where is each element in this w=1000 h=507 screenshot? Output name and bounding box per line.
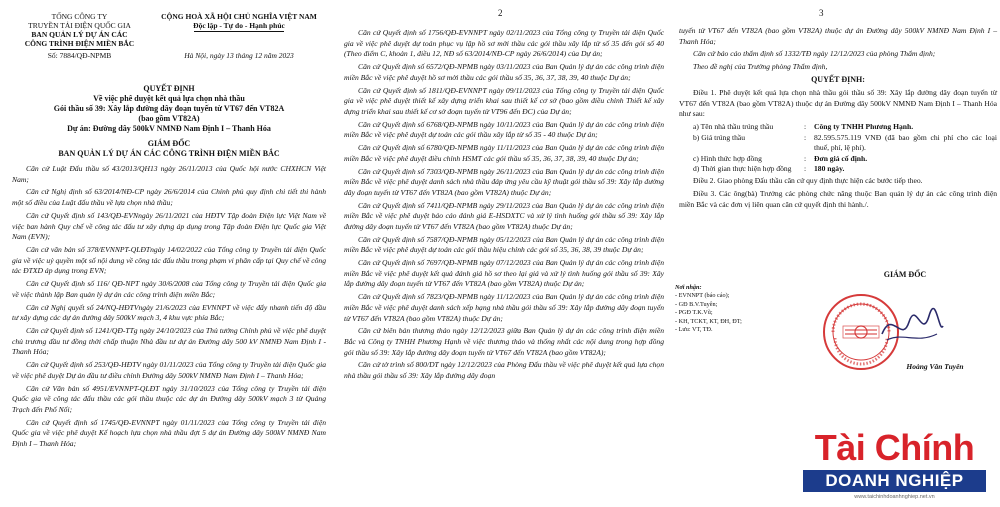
motto: Độc lập - Tự do - Hạnh phúc: [193, 21, 285, 30]
country-name: CỘNG HOÀ XÃ HỘI CHỦ NGHĨA VIỆT NAM: [161, 12, 317, 21]
legal-basis: Căn cứ Quyết định số 1241/QĐ-TTg ngày 24/10/2023 của Thủ tướng Chính phủ về việc phê duyệt chủ trương đầu tư đồng thời chấp thuận Nhà đầu tư dự án Đường dây 500 kV NMNĐ Nam Định I - Thanh Hóa;: [12, 326, 326, 357]
signature-scribble-icon: [877, 304, 947, 350]
legal-basis: Căn cứ Quyết định số 7411/QĐ-NPMB ngày 29/11/2023 của Ban Quản lý dự án các công trình điện miền Bắc về việc phê duyệt báo cáo đánh giá E-HSDXTC và xử lý tình huống gói thầu số 39: Xây lắp đường dây đoạn tuyến từ VT67 đến VT82A (bao gồm VT82A) thuộc Dự án;: [344, 200, 664, 231]
legal-basis: Căn cứ Quyết định số 6572/QĐ-NPMB ngày 03/11/2023 của Ban Quản lý dự án các công trình điện miền Bắc về việc phê duyệt hồ sơ mời thầu các gói thầu số 35, 36, 37, 38, 39, 40 thuộc Dự án;: [344, 62, 664, 82]
award-value: Công ty TNHH Phương Hạnh.: [814, 122, 914, 132]
award-value: 180 ngày.: [814, 163, 845, 173]
legal-basis: Căn cứ Quyết định số 7697/QĐ-NPMB ngày 07/12/2023 của Ban Quản lý dự án các công trình điện miền Bắc về việc phê duyệt kết quả đánh giá hồ sơ theo lại giá và xử lý tình huống gói thầu số 39: Xây lắp đường dây đoạn tuyến từ VT67 đến VT82A (bao gồm VT82A) thuộc Dự án;: [344, 258, 664, 289]
signature-block: [815, 270, 995, 380]
legal-basis: Căn cứ Quyết định số 1811/QĐ-EVNNPT ngày 09/11/2023 của Tổng công ty Truyền tải điện Quốc gia về việc phê duyệt thiết kế xây dựng triển khai sau thiết kế cơ sở (bao gồm điều chỉnh Thiết kế xây dựng triển khai sau thiết kế cơ sở đoạn tuyến từ VT96 đến ĐC) của Dự án;: [344, 85, 664, 116]
award-row: a) Tên nhà thầu trúng thầu : Công ty TNHH Phương Hạnh.: [679, 122, 997, 132]
decision-type: QUYẾT ĐỊNH: [143, 84, 195, 93]
recipient-item: - GĐ B.V.Tuyên;: [675, 300, 718, 308]
recipient-item: - PGĐ T.K.Vũ;: [675, 309, 713, 317]
legal-basis: Căn cứ Quyết định số 253/QĐ-HĐTV ngày 01/11/2023 của Tổng công ty Truyền tải điện Quốc gia về việc phê duyệt Dự án đầu tư điều chỉnh Đường dây 500kV NMNĐ Nam Định I – Thanh Hóa;: [12, 360, 326, 380]
recipient-item: - EVNNPT (báo cáo);: [675, 292, 730, 300]
page-1: [0, 0, 330, 507]
document-header: [0, 10, 330, 70]
legal-basis: Căn cứ tờ trình số 800/DT ngày 12/12/2023 của Phòng Đấu thầu về việc phê duyệt kết quả lựa chọn nhà thầu gói thầu số 39: Xây lắp đường dây đoạn: [344, 360, 664, 381]
award-key: b) Giá trúng thầu: [693, 132, 746, 142]
org-line: TỔNG CÔNG TY: [51, 12, 108, 21]
continued-text: tuyến từ VT67 đến VT82A (bao gồm VT82A) thuộc dự án Đường dây 500kV NMNĐ Nam Định I – Thanh Hóa;: [679, 26, 997, 46]
authority-title: GIÁM ĐỐC: [147, 139, 191, 148]
legal-basis: Căn cứ Nghị quyết số 24/NQ-HĐTVngày 21/6/2023 của EVNNPT về việc đẩy nhanh tiến độ đầu tư xây dựng các dự án đường dây 500kV mạch 3, 4 khu vực phía Bắc;: [12, 302, 326, 323]
legal-basis: Căn cứ Quyết định số 1745/QĐ-EVNNPT ngày 01/11/2023 của Tổng công ty Truyền tải điện Quốc gia về việc phê duyệt Kế hoạch lựa chọn nhà thầu đợt 5 dự án Đường dây 500kV NMNĐ Nam Định I – Thanh Hóa;: [12, 417, 326, 448]
motto-underline: [194, 31, 284, 32]
recipients-list: [675, 284, 805, 334]
org-underline: [50, 49, 110, 50]
legal-basis: Căn cứ Văn bản số 4951/EVNNPT-QLĐT ngày 31/10/2023 của Tổng công ty Truyền tải điện Quốc gia về công tác đấu thầu các gói thầu thuộc các dự án Đường dây 500kV mạch 3 từ Quảng Trạch đến Phố Nối;: [12, 383, 326, 414]
page-number: 3: [819, 8, 824, 18]
org-line: TRUYỀN TẢI ĐIỆN QUỐC GIA: [28, 21, 131, 30]
banner-url[interactable]: www.taichinhdoanhnghiep.net.vn: [854, 494, 935, 500]
page-number: 2: [498, 8, 503, 18]
signer-name: Hoàng Văn Tuyên: [906, 362, 964, 371]
legal-basis: Căn cứ Quyết định số 7587/QĐ-NPMB ngày 05/12/2023 của Ban Quản lý dự án các công trình điện miền Bắc về việc phê duyệt dự toán các gói thầu hiệu chỉnh các gói số 35, 36, 38, 39 thuộc Dự án;: [344, 234, 664, 255]
page-3: [675, 0, 1000, 507]
org-line: BAN QUẢN LÝ DỰ ÁN CÁC: [31, 30, 128, 39]
legal-basis: Căn cứ Quyết định số 7823/QĐ-NPMB ngày 11/12/2023 của Ban Quản lý dự án các công trình điện miền Bắc về việc phê duyệt danh sách xếp hạng nhà thầu gói thầu số 39: Xây lắp đường dây đoạn tuyến từ VT67 đến VT82A (bao gồm VT82A) thuộc Dự án;: [344, 292, 664, 323]
signer-title: GIÁM ĐỐC: [883, 270, 927, 279]
legal-basis: Căn cứ Quyết định số 143/QĐ-EVNngày 26/11/2021 của HĐTV Tập đoàn Điện lực Việt Nam về việc ban hành Quy chế về công tác đấu tư xây dựng áp dụng trong Tập đoàn Điện lực Quốc gia Việt Nam (EVN);: [12, 210, 326, 242]
article-2: Điều 2. Giao phòng Đấu thầu căn cứ quy định thực hiện các bước tiếp theo.: [693, 176, 923, 186]
place-date: Hà Nội, ngày 13 tháng 12 năm 2023: [184, 51, 294, 60]
package-name: Gói thầu số 39: Xây lắp đường dây đoạn tuyến từ VT67 đến VT82A: [53, 104, 285, 113]
recipient-item: - KH, TCKT, KT, ĐH, ĐT;: [675, 317, 742, 325]
article-3: Điều 3. Các ông(bà) Trưởng các phòng chức năng thuộc Ban quản lý dự án các công trình điện miền Bắc và các đơn vị liên quan căn cứ quyết định thi hành./.: [679, 189, 997, 209]
legal-basis: Căn cứ biên bản thương thảo ngày 12/12/2023 giữa Ban Quản lý dự án các công trình điện miền Bắc và Công ty TNHH Phương Hạnh về việc thương thảo và thống nhất các nội dung trong hợp đồng gói thầu số 39: Xây lắp đường dây đoạn tuyến từ VT67 đến VT82A (bao gồm VT82A);: [344, 326, 664, 357]
legal-basis: Căn cứ Quyết định số 1756/QĐ-EVNNPT ngày 02/11/2023 của Tổng công ty Truyền tải điện Quốc gia về việc phê duyệt dự toán phục vụ lập hồ sơ mời thầu các gói thầu xây lắp từ số 35 đến gói số 40 (Theo điểm C, khoản 1, điều 12, NĐ số 63/2014/NĐ-CP ngày 26/6/2014) của Dự án;: [344, 28, 664, 59]
award-row: b) Giá trúng thầu : 82.595.575.119 VNĐ (đã bao gồm chi phí cho các loại thuế, phí, lệ phí).: [679, 133, 997, 154]
award-row: c) Hình thức hợp đồng : Đơn giá cố định.: [679, 154, 997, 164]
award-value: Đơn giá cố định.: [814, 153, 868, 163]
legal-basis: Căn cứ báo cáo thẩm định số 1332/TĐ ngày 12/12/2023 của phòng Thẩm định;: [693, 49, 936, 59]
banner-title: Tài Chính: [814, 427, 975, 468]
legal-basis: Căn cứ Quyết định số 6780/QĐ-NPMB ngày 11/11/2023 của Ban Quản lý dự án các công trình điện miền Bắc về việc phê duyệt điều chỉnh HSMT các gói thầu số 35, 36, 37, 38, 39, 40 thuộc Dự án;: [344, 143, 664, 163]
legal-basis: Căn cứ Quyết định số 116/ QĐ-NPT ngày 30/6/2008 của Tổng công ty Truyền tải điện Quốc gia về việc thành lập Ban quản lý dự án các công trình điện miền Bắc;: [12, 279, 326, 299]
legal-basis: Căn cứ văn bản số 378/EVNNPT-QLĐTngày 14/02/2022 của Tổng công ty Truyền tải điện Quốc gia về việc uỷ quyền một số nội dung về công tác đấu thầu trong phạm vi phân cấp tại Quy chế về công tác ĐTXD áp dụng trong EVN;: [12, 245, 326, 276]
decision-body-page-1: [12, 84, 326, 452]
decision-body-page-2: [344, 28, 664, 384]
recipients-heading: Nơi nhận:: [675, 284, 702, 291]
project-name: Dự án: Đường dây 500kV NMNĐ Nam Định I – Thanh Hóa: [67, 124, 271, 133]
award-key: a) Tên nhà thầu trúng thầu: [693, 122, 774, 132]
legal-basis: Theo đề nghị của Trưởng phòng Thẩm định,: [693, 62, 828, 72]
legal-basis: Căn cứ Luật Đấu thầu số 43/2013/QH13 ngày 26/11/2013 của Quốc hội nước CHXHCN Việt Nam;: [12, 164, 326, 184]
award-value: 82.595.575.119 VNĐ (đã bao gồm chi phí cho các loại thuế, phí, lệ phí).: [814, 132, 997, 153]
page-2: [340, 0, 668, 507]
award-key: c) Hình thức hợp đồng: [693, 153, 762, 163]
legal-basis: Căn cứ Nghị định số 63/2014/NĐ-CP ngày 26/6/2014 của Chính phủ quy định chi tiết thi hành một số điều của Luật đấu thầu về lựa chọn nhà thầu;: [12, 187, 326, 208]
decision-heading: QUYẾT ĐỊNH:: [811, 75, 865, 85]
package-scope: (bao gồm VT82A): [138, 114, 200, 123]
authority-name: BAN QUẢN LÝ DỰ ÁN CÁC CÔNG TRÌNH ĐIỆN MIỀN BẮC: [58, 149, 280, 158]
org-block: [12, 12, 147, 60]
award-row: d) Thời gian thực hiện hợp đồng : 180 ngày.: [679, 164, 997, 174]
recipient-item: - Lưu: VT, TĐ.: [675, 326, 713, 334]
doc-number: Số: 7884/QĐ-NPMB: [47, 51, 112, 60]
national-header: [150, 12, 328, 60]
legal-basis: Căn cứ Quyết định số 6768/QĐ-NPMB ngày 10/11/2023 của Ban Quản lý dự án các công trình điện miền Bắc về việc phê duyệt dự toán các gói thầu xây lắp từ số 35 - 40 thuộc Dự án;: [344, 119, 664, 140]
decision-subject: Về việc phê duyệt kết quả lựa chọn nhà thầu: [93, 94, 245, 103]
publisher-banner: [787, 424, 1000, 504]
decision-body-page-3: [679, 26, 997, 213]
article-1: Điều 1. Phê duyệt kết quả lựa chọn nhà thầu gói thầu số 39: Xây lắp đường dây đoạn tuyến từ VT67 đến VT82A (bao gồm VT82A) thuộc dự án Đường dây 500kV NMNĐ Nam Định I – Thanh Hóa như sau:: [679, 88, 997, 119]
legal-basis: Căn cứ Quyết định số 7303/QĐ-NPMB ngày 26/11/2023 của Ban Quản lý dự án các công trình điện miền Bắc về việc phê duyệt danh sách nhà thầu đáp ứng yêu cầu kỹ thuật gói thầu số 39: Xây lắp đường dây đoạn tuyến từ VT67 đến VT82A (bao gồm VT82A) thuộc Dự án;: [344, 166, 664, 197]
award-key: d) Thời gian thực hiện hợp đồng: [693, 163, 792, 173]
org-line: CÔNG TRÌNH ĐIỆN MIỀN BẮC: [24, 39, 135, 48]
banner-subtitle: DOANH NGHIỆP: [825, 471, 964, 490]
